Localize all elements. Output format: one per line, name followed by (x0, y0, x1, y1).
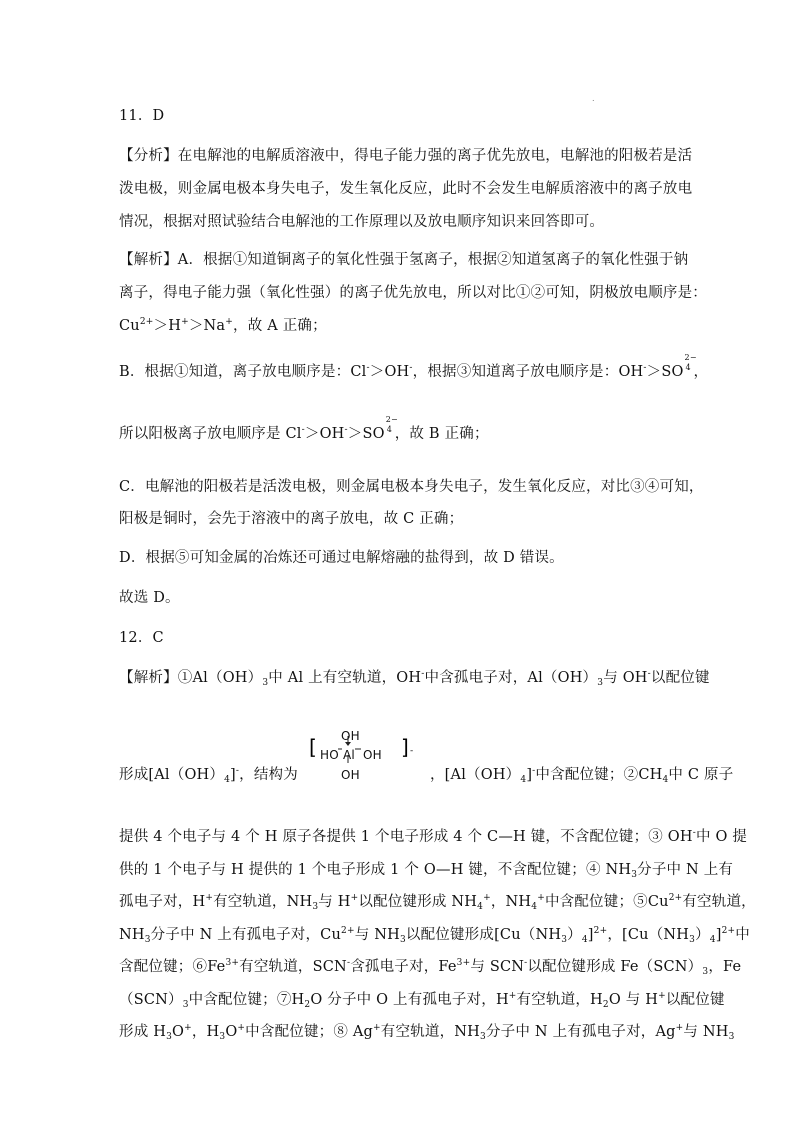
q11-option-b-line-1: B．根据①知道，离子放电顺序是：Cl-＞OH-，根据③知道离子放电顺序是：OH-＞SO 2− 4 ， (119, 353, 709, 380)
q11-analysis-line-1: 【分析】在电解池的电解质溶液中，得电子能力强的离子优先放电，电解池的阳极若是活 (119, 148, 693, 164)
structure-bonds (298, 725, 430, 805)
q11-jiexi-line-1: 【解析】A．根据①知道铜离子的氧化性强于氢离子，根据②知道氢离子的氧化性强于钠 (119, 252, 689, 268)
svg-text:]: ] (400, 735, 409, 759)
sulfate-charge-stack: 2− 4 (385, 415, 398, 434)
q11-heading: 11．D (119, 108, 165, 124)
q12-line-5: 孤电子对，H+有空轨道，$NH_3$与 H+以配位键形成 $NH_4^+$，$NH_4^+$中含配位键；$⑤Cu^{2+}$有空轨道， (119, 893, 756, 912)
q12-line-2: 形成$[Al(OH)_4]^-$，结构为 [ ] OH HO Al OH - OH ，$[Al(OH)_4]^-$中含配位键；$②CH_4$中 C 原子 (119, 765, 733, 785)
q11-option-c-line-1: C．电解池的阳极若是活泼电极，则金属电极本身失电子，发生氧化反应，对比③④可知， (119, 479, 704, 495)
q12-line-1: 【解析】$①Al(OH)_3$中 Al 上有空轨道，OH-中含孤电子对，$Al(OH)_3$与 OH-以配位键 (119, 669, 710, 688)
q12-line-4: 供的 1 个电子与 H 提供的 1 个电子形成 1 个 O—H 键，不含配位键；④ $NH_3$分子中 N 上有 (119, 862, 734, 880)
q12-line-8: $(SCN)_3$中含配位键；$⑦H_2O$ 分子中 O 上有孤电子对，H+有空轨道，$H_2O$ 与 H+以配位键 (119, 991, 725, 1010)
q12-heading: 12．C (119, 630, 164, 646)
q11-option-c-line-2: 阳极是铜时，会先于溶液中的离子放电，故 C 正确； (119, 511, 464, 527)
svg-text:[: [ (308, 735, 317, 759)
q11-option-b-line-2: 所以阳极离子放电顺序是 Cl-＞OH-＞SO 2− 4 ，故 B 正确； (119, 415, 489, 442)
q12-line-9: 形成 $H_3O^+$，$H_3O^+$中含配位键；⑧ Ag+有空轨道，$NH_3$分子中 N 上有孤电子对，Ag+与 $NH_3$ (119, 1023, 735, 1042)
q12-line-7: 含配位键；$⑥Fe^{3+}$有空轨道，SCN-含孤电子对，$Fe^{3+}$与 SCN-以配位键形成 $Fe(SCN)_3$，Fe (119, 958, 742, 977)
q11-choice: 故选 D。 (119, 590, 180, 606)
q11-analysis-line-2: 泼电极，则金属电极本身失电子，发生氧化反应，此时不会发生电解质溶液中的离子放电 (119, 181, 693, 197)
q11-analysis-line-3: 情况，根据对照试验结合电解池的工作原理以及放电顺序知识来回答即可。 (119, 214, 605, 230)
q11-option-d: D．根据⑤可知金属的冶炼还可通过电解熔融的盐得到，故 D 错误。 (119, 550, 564, 566)
q12-line-3: 提供 4 个电子与 4 个 H 原子各提供 1 个电子形成 4 个 C—H 键，不含配位键；③ OH-中 O 提 (119, 828, 748, 845)
q11-cathode-order: $Cu^{2+}>H^+>Na^+$，故 A 正确； (119, 317, 327, 334)
corner-mark: . (592, 94, 595, 103)
sulfate-charge-stack: 2− 4 (684, 353, 697, 372)
q12-line-6: $NH_3$分子中 N 上有孤电子对，$Cu^{2+}$与 $NH_3$以配位键形成$[Cu(NH_3)_4]^{2+}$，$[Cu(NH_3)_4]^{2+}$中 (119, 926, 750, 945)
q11-jiexi-line-2: 离子，得电子能力强（氧化性强）的离子优先放电，所以对比①②可知，阴极放电顺序是： (119, 285, 707, 301)
aluminate-structure: [ ] OH HO Al OH - OH (298, 765, 430, 785)
